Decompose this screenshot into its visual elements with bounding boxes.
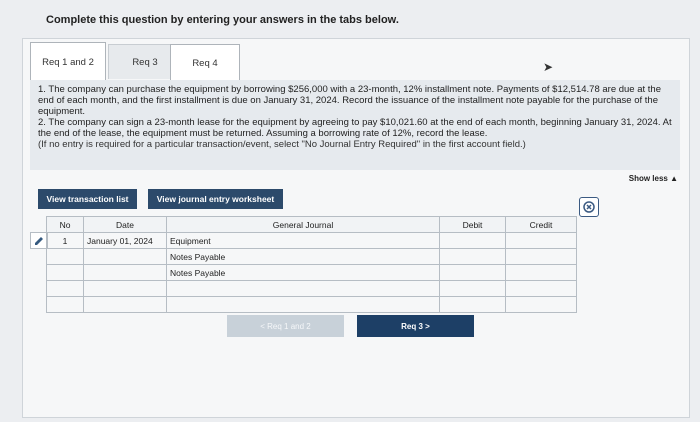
header-debit: Debit (440, 217, 506, 233)
mouse-cursor-icon: ➤ (543, 60, 554, 74)
tab-label: Req 3 (132, 56, 158, 68)
tab-req-4[interactable] (170, 44, 240, 81)
cell-account[interactable] (167, 297, 440, 313)
requirement-2-text: 2. The company can sign a 23-month lease for the equipment by agreeing to pay $10,021.60 at the end of each month, beginning January 31, 2024. At the end of the lease, the equipment must be returned. Assuming a borrowing rate of 12%, record the lease. (38, 117, 672, 139)
header-general-journal: General Journal (167, 217, 440, 233)
journal-table (46, 216, 577, 313)
cell-date[interactable] (84, 281, 167, 297)
tab-label: Req 1 and 2 (42, 56, 94, 68)
table-row (47, 281, 577, 297)
cell-account[interactable]: Equipment (167, 233, 440, 249)
cell-credit[interactable] (506, 233, 577, 249)
cell-no (47, 249, 84, 265)
header-no: No (47, 217, 84, 233)
table-row (47, 297, 577, 313)
cell-debit[interactable] (440, 249, 506, 265)
requirement-1-text: 1. The company can purchase the equipment by borrowing $256,000 with a 23-month, 12% installment note. Payments of $12,514.78 are due at the end of each month, and the first installment is due on January 31, 2024. Record the issuance of the installment note payable for the purchase of the equipment. (38, 84, 661, 117)
cell-account[interactable] (167, 281, 440, 297)
cell-debit[interactable] (440, 233, 506, 249)
cell-no (47, 281, 84, 297)
close-icon[interactable] (579, 197, 599, 217)
button-label: View transaction list (46, 194, 129, 204)
view-transaction-list-button[interactable] (38, 189, 137, 209)
instruction-text: Complete this question by entering your answers in the tabs below. (46, 14, 399, 26)
cell-date[interactable] (84, 265, 167, 281)
table-row (47, 249, 577, 265)
button-label: View journal entry worksheet (156, 194, 275, 204)
table-header-row (47, 217, 577, 233)
cell-account[interactable]: Notes Payable (167, 249, 440, 265)
cell-date[interactable] (84, 297, 167, 313)
prev-req-button[interactable] (227, 315, 344, 337)
view-journal-worksheet-button[interactable] (148, 189, 283, 209)
cell-debit[interactable] (440, 281, 506, 297)
cell-date[interactable]: January 01, 2024 (84, 233, 167, 249)
table-row (47, 233, 577, 249)
table-row (47, 265, 577, 281)
cell-no (47, 297, 84, 313)
tab-label: Req 4 (192, 57, 218, 69)
cell-credit[interactable] (506, 297, 577, 313)
cell-debit[interactable] (440, 265, 506, 281)
show-less-link[interactable]: Show less ▲ (628, 174, 678, 183)
cell-account[interactable]: Notes Payable (167, 265, 440, 281)
header-date: Date (84, 217, 167, 233)
tab-req-1-and-2[interactable] (30, 42, 106, 81)
cell-credit[interactable] (506, 249, 577, 265)
cell-debit[interactable] (440, 297, 506, 313)
next-req-button[interactable] (357, 315, 474, 337)
question-text (30, 80, 680, 170)
cell-no: 1 (47, 233, 84, 249)
cell-no (47, 265, 84, 281)
cell-date[interactable] (84, 249, 167, 265)
button-label: < Req 1 and 2 (260, 321, 311, 331)
button-label: Req 3 > (401, 321, 430, 331)
cell-credit[interactable] (506, 265, 577, 281)
instruction-note: (If no entry is required for a particular transaction/event, select "No Journal Entry Required" in the first account field.) (38, 139, 526, 150)
header-credit: Credit (506, 217, 577, 233)
cell-credit[interactable] (506, 281, 577, 297)
